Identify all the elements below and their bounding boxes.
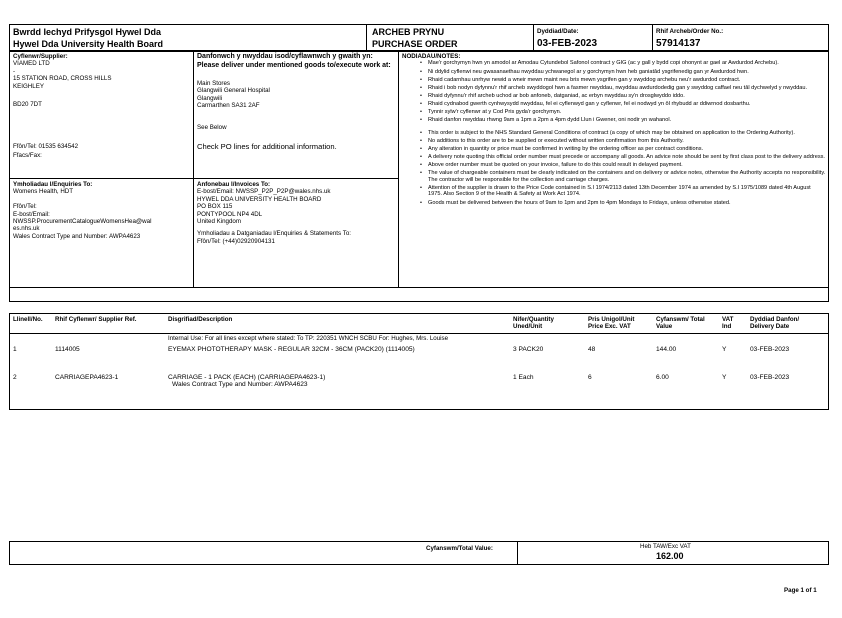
- cell-total: 6.00: [656, 374, 669, 381]
- supplier-label: Cyflenwr/Supplier:: [13, 53, 68, 60]
- col-header-text: Rhif Cyflenwr/ Supplier Ref.: [55, 316, 137, 323]
- cell-line: 2: [13, 374, 17, 381]
- cell-delivery-date: 03-FEB-2023: [750, 346, 790, 353]
- enquiries-line: es.nhs.uk: [13, 225, 40, 233]
- cell-description-extra: Wales Contract Type and Number: AWPA4623: [172, 381, 308, 388]
- enquiries-block: [13, 181, 191, 240]
- deliver-line: Main Stores: [197, 80, 231, 87]
- col-header-text: Pris Unigol/Unit Price Exc. VAT: [588, 316, 635, 331]
- note-item: • Rhaid cadarnhau unrhyw newid a wneir mewn maint neu bris mewn ysgrifen gan y swyddog archebu neu'r awdurdod contract.: [402, 77, 826, 84]
- supplier-line: [13, 90, 191, 97]
- note-item: • Rhaid i bob nodyn dyfynnu'r rhif archeb swyddogol hwn a fasmer nwyddau, nwyddau awdurdodedig gan y swyddog caffael neu tâl dychwelyd y nwyddau.: [402, 85, 826, 92]
- supplier-line: 15 STATION ROAD, CROSS HILLS: [13, 75, 112, 83]
- see-below-text: See Below: [197, 124, 227, 131]
- note-item: • This order is subject to the NHS Standard General Conditions of contract (a copy of which may be obtained on application to the Ordering Authority).: [402, 130, 826, 137]
- cell-description: EYEMAX PHOTOTHERAPY MASK - REGULAR 32CM - 36CM (PACK20) (1114005): [168, 346, 415, 353]
- deliver-line: Carmarthen SA31 2AF: [197, 102, 260, 110]
- doc-title-english: PURCHASE ORDER: [372, 39, 458, 49]
- total-frame: [9, 541, 829, 565]
- info-divider-v2: [398, 51, 399, 288]
- col-header-unit-price: [588, 316, 650, 331]
- notes-block: [402, 53, 826, 208]
- cell-vat: Y: [722, 374, 727, 381]
- doc-title-welsh: ARCHEB PRYNU: [372, 27, 445, 37]
- order-number-value: 57914137: [656, 38, 701, 49]
- info-divider-v1: [193, 51, 194, 288]
- note-item: • A delivery note quoting this official order number must precede or accompany all goods. An advice note should be sent by first class post to the delivery address.: [402, 154, 826, 161]
- note-item: • The value of chargeable containers must be clearly indicated on the containers and on delivery or advice notes, otherwise the Authority accepts no responsibility. The contractor will be responsible for the collection and carriage charges.: [402, 170, 826, 183]
- info-divider-h1: [9, 178, 399, 179]
- col-header-text: Llinell/No.: [13, 316, 43, 323]
- items-header-divider: [9, 333, 829, 334]
- enquiries-line: Wales Contract Type and Number: AWPA4623: [13, 232, 141, 240]
- cell-quantity: 1 Each: [513, 374, 534, 381]
- invoices-label: Anfonebau l/Invoices To:: [197, 181, 271, 188]
- col-header-supplier-ref: [55, 316, 145, 323]
- enquiries-line: Womens Health, HDT: [13, 188, 74, 196]
- deliver-line: Glangwili General Hospital: [197, 87, 270, 95]
- supplier-phone: Ffôn/Tel: 01535 634542: [13, 143, 79, 150]
- supplier-fax: Ffacs/Fax:: [13, 152, 42, 159]
- supplier-line: -: [13, 67, 16, 75]
- cell-vat: Y: [722, 346, 727, 353]
- cell-line: 1: [13, 346, 17, 353]
- col-header-text: Disgrifiad/Description: [168, 316, 233, 323]
- invoices-line: United Kingdom: [197, 218, 242, 226]
- org-name-english: Hywel Dda University Health Board: [13, 39, 164, 49]
- deliver-address: [197, 80, 270, 110]
- col-header-text: Cyfanswm/ Total Value: [656, 316, 705, 331]
- internal-use-note: Internal Use: For all lines except where stated: To TP: 220351 WNCH SCBU For: Hughes, Mrs. Louise: [168, 335, 449, 342]
- invoices-line: PO BOX 115: [197, 203, 233, 211]
- col-header-text: VAT Ind: [722, 316, 734, 331]
- total-divider: [517, 541, 518, 565]
- statements-label: Ymholiadau a Datganiadau l/Enquiries & Statements To:: [197, 230, 351, 238]
- note-item: • No additions to this order are to be supplied or executed without written confirmation from this Authority.: [402, 138, 826, 145]
- info-divider-h2: [9, 287, 829, 288]
- enquiries-line: E-bost/Email:: [13, 210, 50, 218]
- col-header-vat: [722, 316, 744, 331]
- cell-delivery-date: 03-FEB-2023: [750, 374, 790, 381]
- note-item: • Above order number must be quoted on your invoice, failure to do this could result in delayed payment.: [402, 162, 826, 169]
- header-divider-3: [652, 24, 653, 51]
- cell-quantity: 3 PACK20: [513, 346, 544, 353]
- note-item: • Goods must be delivered between the hours of 9am to 1pm and 2pm to 4pm Mondays to Fridays, unless otherwise stated.: [402, 200, 826, 207]
- notes-label: NODIADAU/NOTES:: [402, 53, 461, 60]
- note-item: • Rhaid danfon nwyddau rhwng 9am a 1pm a 2pm a 4pm dydd Llun i Gwener, oni nodir yn wahanol.: [402, 117, 826, 124]
- note-item: • Mae'r gorchymyn hwn yn amodol ar Amodau Cytundebol Safonol contract y GIG (ac y gall y bydd copi ohonynt ar gael ar Awdurdod Archebu).: [402, 60, 826, 67]
- supplier-line: VIAMED LTD: [13, 60, 50, 68]
- cell-unit-price: 6: [588, 374, 592, 381]
- cell-description: CARRIAGE - 1 PACK (EACH) (CARRIAGEPA4623-1): [168, 374, 326, 381]
- note-item: • Tynnir sylw'r cyflenwr at y Cod Pris gyda'r gorchymyn.: [402, 109, 826, 116]
- supplier-line: KEIGHLEY: [13, 82, 44, 90]
- exc-vat-label: Heb TAW/Exc VAT: [640, 543, 691, 550]
- col-header-description: [168, 316, 368, 323]
- date-label: Dyddiad/Date:: [537, 28, 579, 35]
- cell-total: 144.00: [656, 346, 677, 353]
- cell-supplier-ref: 1114005: [55, 346, 80, 353]
- enquiries-email[interactable]: NWSSP.ProcurementCatalogueWomensHea@wal: [13, 218, 152, 226]
- col-header-quantity: [513, 316, 577, 331]
- supplier-line: BD20 7DT: [13, 101, 42, 109]
- supplier-block: [13, 53, 191, 109]
- invoices-email[interactable]: E-bost/Email: NWSSP_P2P_P2P@wales.nhs.uk: [197, 188, 331, 196]
- col-header-delivery-date: [750, 316, 822, 331]
- cell-supplier-ref: CARRIAGEPA4623-1: [55, 374, 119, 381]
- note-item: • Rhaid cydnabod gwerth cynhwysydd nwyddau, fel ei cyflenwyd gan y cyflenwr, fel ei nodwyd yn ôl rhybudd ar ddiwrnod dosbarthu.: [402, 101, 826, 108]
- header-divider-1: [366, 24, 367, 51]
- deliver-label: Danfonwch y nwyddau isod/cyflawnwch y gwaith yn: Please deliver under mentioned goods to/execute work at:: [197, 53, 391, 69]
- col-header-text: Nifer/Quantity Uned/Unit: [513, 316, 554, 331]
- col-header-line: [13, 316, 45, 323]
- note-item: • Ni ddylid cyflenwi neu gwasanaethau nwyddau ychwanegol ar y gorchymyn hwn heb ganiatâd ysgrifenedig gan yr Awdurdod hwn.: [402, 69, 826, 76]
- total-value: 162.00: [656, 551, 684, 561]
- statements-phone: Ffôn/Tel: (+44)02920904131: [197, 237, 275, 245]
- page-number: Page 1 of 1: [784, 587, 817, 594]
- note-item: • Any alteration in quantity or price must be confirmed in writing by the ordering officer as per contract conditions.: [402, 146, 826, 153]
- col-header-text: Dyddiad Danfon/ Delivery Date: [750, 316, 800, 331]
- invoices-block: [197, 181, 395, 245]
- note-item: • Rhaid dyfynnu'r rhif archeb uchod ar bob anfoneb, datganiad, ac erbyn nwyddau sy'n drosglwyddo iddo.: [402, 93, 826, 100]
- order-number-label: Rhif Archeb/Order No.:: [656, 28, 724, 35]
- invoices-line: PONTYPOOL NP4 4DL: [197, 210, 263, 218]
- invoices-line: HYWEL DDA UNIVERSITY HEALTH BOARD: [197, 195, 322, 203]
- check-po-lines-text: Check PO lines for additional information.: [197, 142, 337, 151]
- enquiries-line: [13, 196, 191, 203]
- col-header-total: [656, 316, 714, 331]
- deliver-line: Glangwili: [197, 94, 223, 102]
- org-name-welsh: Bwrdd Iechyd Prifysgol Hywel Dda: [13, 27, 162, 37]
- total-label: Cyfanswm/Total Value:: [426, 545, 493, 552]
- enquiries-line: Ffôn/Tel:: [13, 203, 37, 211]
- enquiries-label: Ymholiadau l/Enquiries To:: [13, 181, 93, 188]
- cell-unit-price: 48: [588, 346, 596, 353]
- note-item: • Attention of the supplier is drawn to the Price Code contained in S.I 1974/2113 dated 13th December 1974 as amended by S.I 1975/1089 dated 4th August 1975. Also Section 9 of the Health & Safety at Work Act 1974.: [402, 185, 826, 198]
- notes-english-list: [402, 130, 826, 206]
- notes-welsh-list: [402, 60, 826, 123]
- header-divider-2: [533, 24, 534, 51]
- date-value: 03-FEB-2023: [537, 38, 598, 49]
